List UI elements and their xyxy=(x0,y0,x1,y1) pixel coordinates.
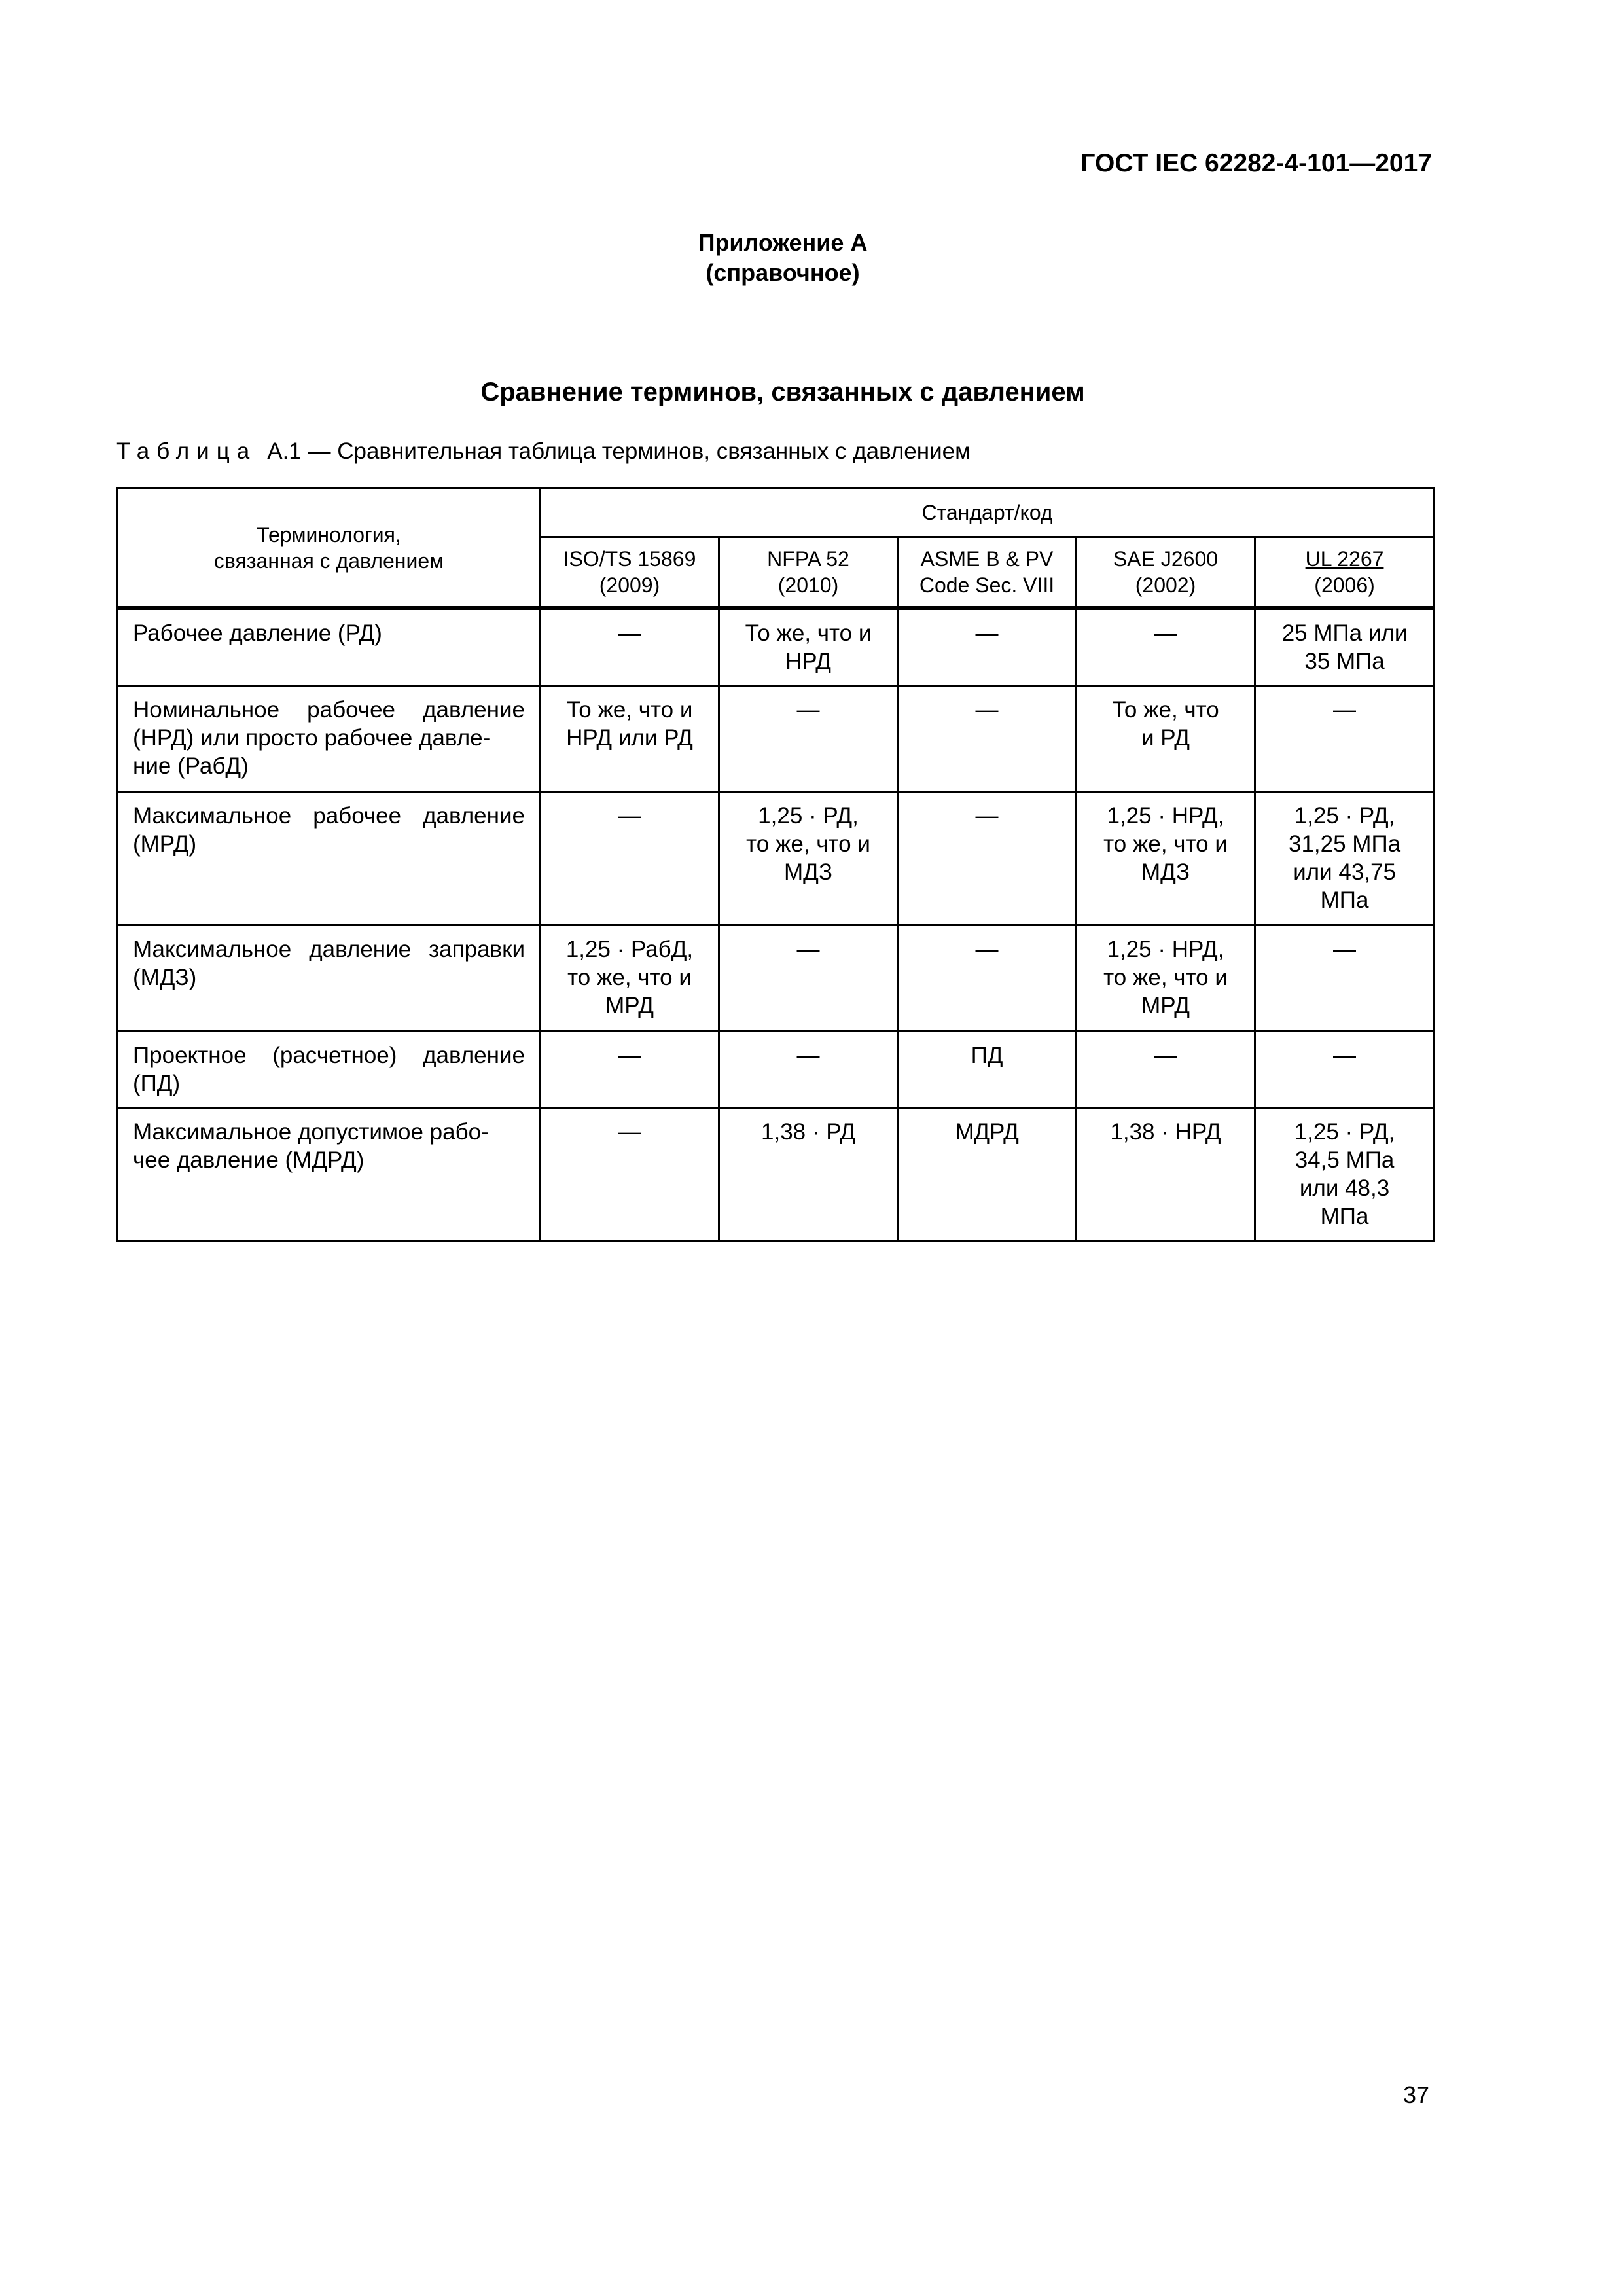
term-cell: Номинальное рабочее давление (НРД) или просто рабочее давле- ние (РабД) xyxy=(118,686,541,792)
value-cell: 1,38 · РД xyxy=(719,1108,898,1242)
term-cell: Проектное (расчетное) давление (ПД) xyxy=(118,1031,541,1108)
value-cell: 25 МПа или 35 МПа xyxy=(1255,608,1435,686)
column-header: NFPA 52 (2010) xyxy=(719,537,898,609)
table-caption-prefix: Таблица xyxy=(116,439,257,464)
value-cell: 1,25 · РД, 31,25 МПа или 43,75 МПа xyxy=(1255,792,1435,925)
term-cell: Максимальное давление заправки (МДЗ) xyxy=(118,925,541,1031)
table-row xyxy=(118,1108,1435,1242)
table-row xyxy=(118,792,1435,925)
appendix-heading xyxy=(0,228,1565,288)
value-cell: 1,25 · РД, 34,5 МПа или 48,3 МПа xyxy=(1255,1108,1435,1242)
value-cell: — xyxy=(898,686,1077,792)
column-header xyxy=(1255,537,1435,609)
value-cell: ПД xyxy=(898,1031,1077,1108)
value-cell: — xyxy=(1255,686,1435,792)
ul-standard-year: (2006) xyxy=(1314,573,1375,597)
value-cell: — xyxy=(898,925,1077,1031)
value-cell: — xyxy=(1255,1031,1435,1108)
value-cell: 1,38 · НРД xyxy=(1077,1108,1255,1242)
column-header: ASME B & PV Code Sec. VIII xyxy=(898,537,1077,609)
value-cell: 1,25 · РД, то же, что и МДЗ xyxy=(719,792,898,925)
appendix-subtitle: (справочное) xyxy=(705,259,860,286)
table-caption xyxy=(116,439,971,465)
value-cell: — xyxy=(719,1031,898,1108)
value-cell: — xyxy=(1255,925,1435,1031)
term-cell: Максимальное допустимое рабо- чее давление (МДРД) xyxy=(118,1108,541,1242)
column-header: ISO/TS 15869 (2009) xyxy=(541,537,719,609)
term-cell: Максимальное рабочее давление (МРД) xyxy=(118,792,541,925)
table-row xyxy=(118,608,1435,686)
table-caption-text: А.1 — Сравнительная таблица терминов, связанных с давлением xyxy=(267,439,971,464)
value-cell: — xyxy=(719,925,898,1031)
value-cell: — xyxy=(541,608,719,686)
table-row xyxy=(118,686,1435,792)
column-header: SAE J2600 (2002) xyxy=(1077,537,1255,609)
value-cell: — xyxy=(541,792,719,925)
terminology-header-label: Терминология, связанная с давлением xyxy=(213,522,444,573)
value-cell: — xyxy=(898,608,1077,686)
ul-standard-name: UL 2267 xyxy=(1305,547,1384,571)
term-cell: Рабочее давление (РД) xyxy=(118,608,541,686)
value-cell: То же, что и НРД или РД xyxy=(541,686,719,792)
value-cell: — xyxy=(1077,1031,1255,1108)
document-code: ГОСТ IEC 62282-4-101—2017 xyxy=(1080,149,1432,177)
appendix-title: Приложение А xyxy=(698,229,868,256)
value-cell: — xyxy=(719,686,898,792)
terminology-header xyxy=(118,488,541,609)
table-row xyxy=(118,1031,1435,1108)
pressure-terms-table xyxy=(116,487,1435,1242)
table-row xyxy=(118,925,1435,1031)
value-cell: 1,25 · РабД, то же, что и МРД xyxy=(541,925,719,1031)
value-cell: То же, что и РД xyxy=(1077,686,1255,792)
value-cell: — xyxy=(541,1108,719,1242)
value-cell: — xyxy=(1077,608,1255,686)
value-cell: — xyxy=(541,1031,719,1108)
value-cell: То же, что и НРД xyxy=(719,608,898,686)
value-cell: 1,25 · НРД, то же, что и МРД xyxy=(1077,925,1255,1031)
value-cell: — xyxy=(898,792,1077,925)
page-number: 37 xyxy=(1402,2081,1429,2108)
table-body xyxy=(118,608,1435,1242)
section-title: Сравнение терминов, связанных с давлением xyxy=(480,378,1085,406)
value-cell: МДРД xyxy=(898,1108,1077,1242)
standard-code-header: Стандарт/код xyxy=(541,488,1435,537)
value-cell: 1,25 · НРД, то же, что и МДЗ xyxy=(1077,792,1255,925)
